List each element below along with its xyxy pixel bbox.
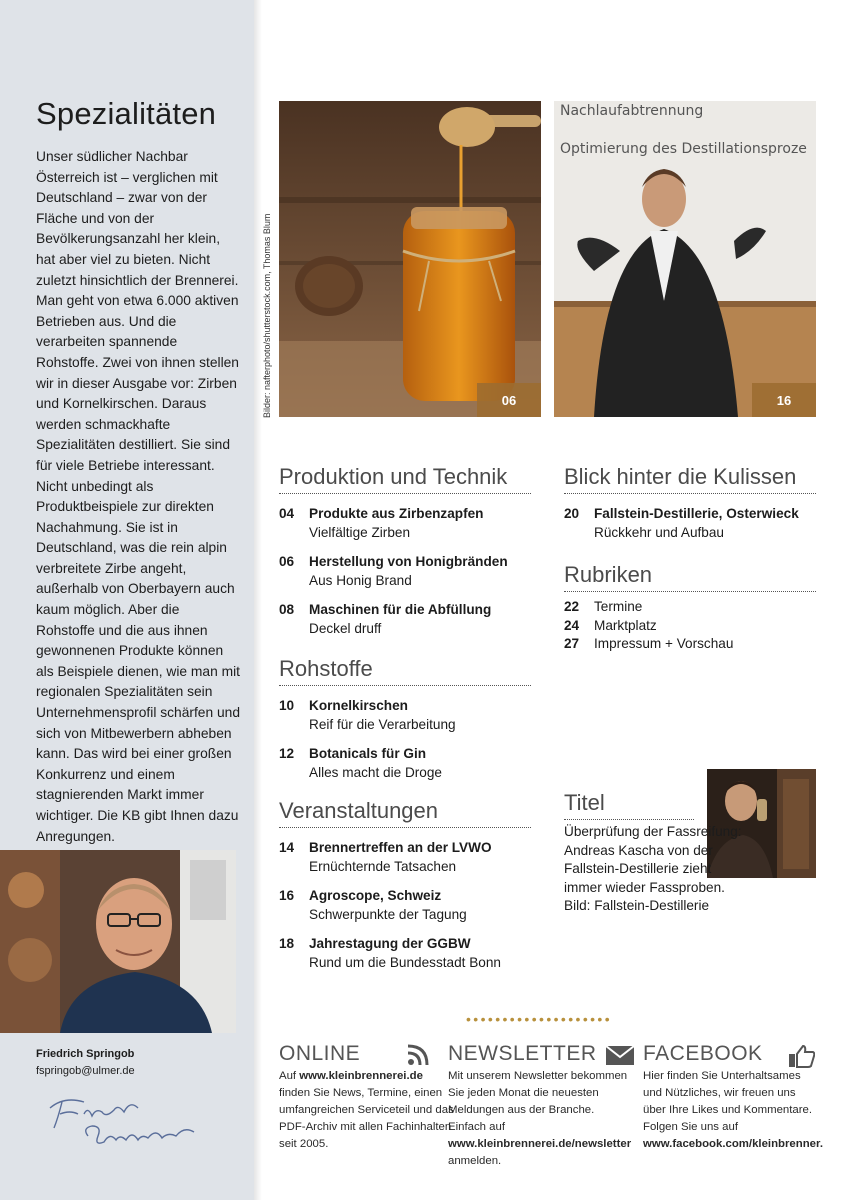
divider-dots: •••••••••••••••••••• [466, 1011, 613, 1027]
page-tag-16[interactable]: 16 [752, 383, 816, 417]
rubrik-item[interactable] [564, 598, 816, 617]
cover-caption: Überprüfung der Fassreifung: Andreas Kascha von der Fallstein-Destillerie zieht immer wieder Fassproben. Bild: Fallstein-Destillerie [564, 824, 742, 914]
footer-newsletter [448, 1042, 634, 1170]
honey-image [279, 101, 541, 417]
section-title: Rubriken [564, 562, 816, 592]
toc-title: Fallstein-Destillerie, Osterwieck [594, 506, 799, 521]
rubrik-item[interactable] [564, 635, 816, 654]
footer-title: ONLINE [279, 1042, 361, 1065]
toc-page-number: 20 [564, 506, 580, 521]
footer-text: Hier finden Sie Unterhaltsames und Nützliches, wir freuen uns über Ihre Likes und Kommentare. Folgen Sie uns auf www.facebook.com/kleinbrenner. [643, 1070, 823, 1150]
slide-title-line1: Nachlaufabtrennung [560, 103, 704, 119]
toc-page-number: 04 [279, 506, 295, 521]
toc-page-number: 16 [279, 888, 295, 903]
toc-page-number: 27 [564, 636, 580, 652]
editorial-heading: Spezialitäten [36, 96, 217, 131]
facebook-link[interactable]: www.facebook.com/kleinbrenner. [643, 1138, 823, 1150]
toc-page-number: 10 [279, 698, 295, 713]
toc-subtitle: Vielfältige Zirben [309, 525, 411, 540]
section-title: Titel [564, 790, 694, 820]
toc-title: Maschinen für die Abfüllung [309, 602, 492, 617]
toc-page-number: 24 [564, 617, 580, 633]
toc-item[interactable] [279, 886, 531, 924]
toc-subtitle: Alles macht die Droge [309, 765, 442, 780]
author-email[interactable]: fspringob@ulmer.de [36, 1065, 135, 1077]
toc-subtitle: Rund um die Bundesstadt Bonn [309, 955, 501, 970]
newsletter-link[interactable]: www.kleinbrennerei.de/newsletter [448, 1138, 632, 1150]
page-tag-06[interactable]: 06 [477, 383, 541, 417]
toc-page-number: 18 [279, 936, 295, 951]
toc-item[interactable] [279, 552, 531, 590]
toc-item[interactable] [279, 696, 531, 734]
author-name: Friedrich Springob [36, 1048, 135, 1060]
footer-title: FACEBOOK [643, 1042, 763, 1065]
toc-subtitle: Rückkehr und Aufbau [594, 525, 724, 540]
envelope-icon[interactable] [606, 1044, 634, 1066]
slide-title-line2: Optimierung des Destillationsproze [560, 141, 807, 157]
toc-item[interactable] [279, 838, 531, 876]
rubrik-item[interactable] [564, 617, 816, 636]
speaker-image [554, 101, 816, 417]
rss-icon[interactable] [407, 1044, 429, 1066]
toc-title: Botanicals für Gin [309, 746, 427, 761]
toc-item[interactable] [279, 744, 531, 782]
section-title: Veranstaltungen [279, 798, 531, 828]
section-title: Blick hinter die Kulissen [564, 464, 816, 494]
footer-facebook [643, 1042, 823, 1153]
thumbs-up-icon[interactable] [789, 1044, 815, 1068]
section-rubriken [564, 562, 816, 654]
toc-subtitle: Schwerpunkte der Tagung [309, 907, 467, 922]
rubrik-label: Marktplatz [594, 617, 657, 633]
toc-subtitle: Aus Honig Brand [309, 573, 412, 588]
toc-item[interactable] [279, 934, 531, 972]
footer-online [279, 1042, 457, 1153]
author-photo [0, 850, 236, 1033]
toc-title: Produkte aus Zirbenzapfen [309, 506, 484, 521]
toc-page-number: 06 [279, 554, 295, 569]
toc-subtitle: Reif für die Verarbeitung [309, 717, 456, 732]
toc-item[interactable] [564, 504, 816, 542]
online-link[interactable]: www.kleinbrennerei.de [299, 1070, 423, 1082]
section-produktion [279, 464, 531, 638]
sidebar [0, 0, 254, 1200]
toc-title: Jahrestagung der GGBW [309, 936, 471, 951]
footer-text: Auf www.kleinbrennerei.de finden Sie News, Termine, einen umfangreichen Serviceteil und das PDF-Archiv mit allen Fachinhalten seit 2005. [279, 1070, 454, 1150]
section-rohstoffe [279, 656, 531, 782]
section-title: Rohstoffe [279, 656, 531, 686]
toc-item[interactable] [279, 600, 531, 638]
photo-credit: Bilder: nafterphoto/shutterstock.com, Thomas Blum [262, 213, 272, 418]
toc-item[interactable] [279, 504, 531, 542]
rubrik-label: Impressum + Vorschau [594, 636, 734, 652]
section-titel [564, 790, 694, 820]
toc-title: Agroscope, Schweiz [309, 888, 442, 903]
section-title: Produktion und Technik [279, 464, 531, 494]
section-blick [564, 464, 816, 542]
toc-page-number: 14 [279, 840, 295, 855]
toc-page-number: 08 [279, 602, 295, 617]
toc-title: Kornelkirschen [309, 698, 408, 713]
toc-title: Brennertreffen an der LVWO [309, 840, 492, 855]
rubrik-label: Termine [594, 599, 643, 614]
section-veranstaltungen [279, 798, 531, 972]
toc-subtitle: Ernüchternde Tatsachen [309, 859, 457, 874]
toc-subtitle: Deckel druff [309, 621, 382, 636]
editorial-text: Unser südlicher Nachbar Österreich ist – verglichen mit Deutschland – zwar von der Fläche und von der Bevölkerungsanzahl her klein, hat aber viel zu bieten. Nicht zuletzt hinsichtlich der Brennerei. Man geht von etwa 6.000 aktiven Betrieben aus. Und die verarbeiten spannende Rohstoffe. Zwei von ihnen stellen wir in dieser Ausgabe vor: Zirben und Kornelkirschen. Daraus werden schmackhafte Spezialitäten destilliert. Sie sind für viele Betriebe interessant. Nicht unbedingt als Produktbeispiele zur direkten Nachahmung. Sie ist in Deutschland, was die rein alpin verbreitete Zirbe angeht, außerhalb von Oberbayern auch kaum möglich. Aber die Rohstoffe und die aus ihnen gewonnenen Produkte können als Beispiele dienen, wie man mit regionalen Spezialitäten sein Unternehmensprofil schärfen und sich von Mitbewerbern abheben kann. Das wird bei einer großen Konkurrenz und einem stagnierenden Markt immer wichtiger. Die KB gibt Ihnen dazu Anregungen. [36, 149, 241, 844]
toc-title: Herstellung von Honigbränden [309, 554, 508, 569]
toc-page-number: 22 [564, 599, 580, 614]
footer-text: Mit unserem Newsletter bekommen Sie jeden Monat die neuesten Meldungen aus der Branche. Einfach auf www.kleinbrennerei.de/newsletter anmelden. [448, 1070, 632, 1167]
footer-title: NEWSLETTER [448, 1042, 597, 1065]
signature-image [44, 1088, 204, 1152]
toc-page-number: 12 [279, 746, 295, 761]
